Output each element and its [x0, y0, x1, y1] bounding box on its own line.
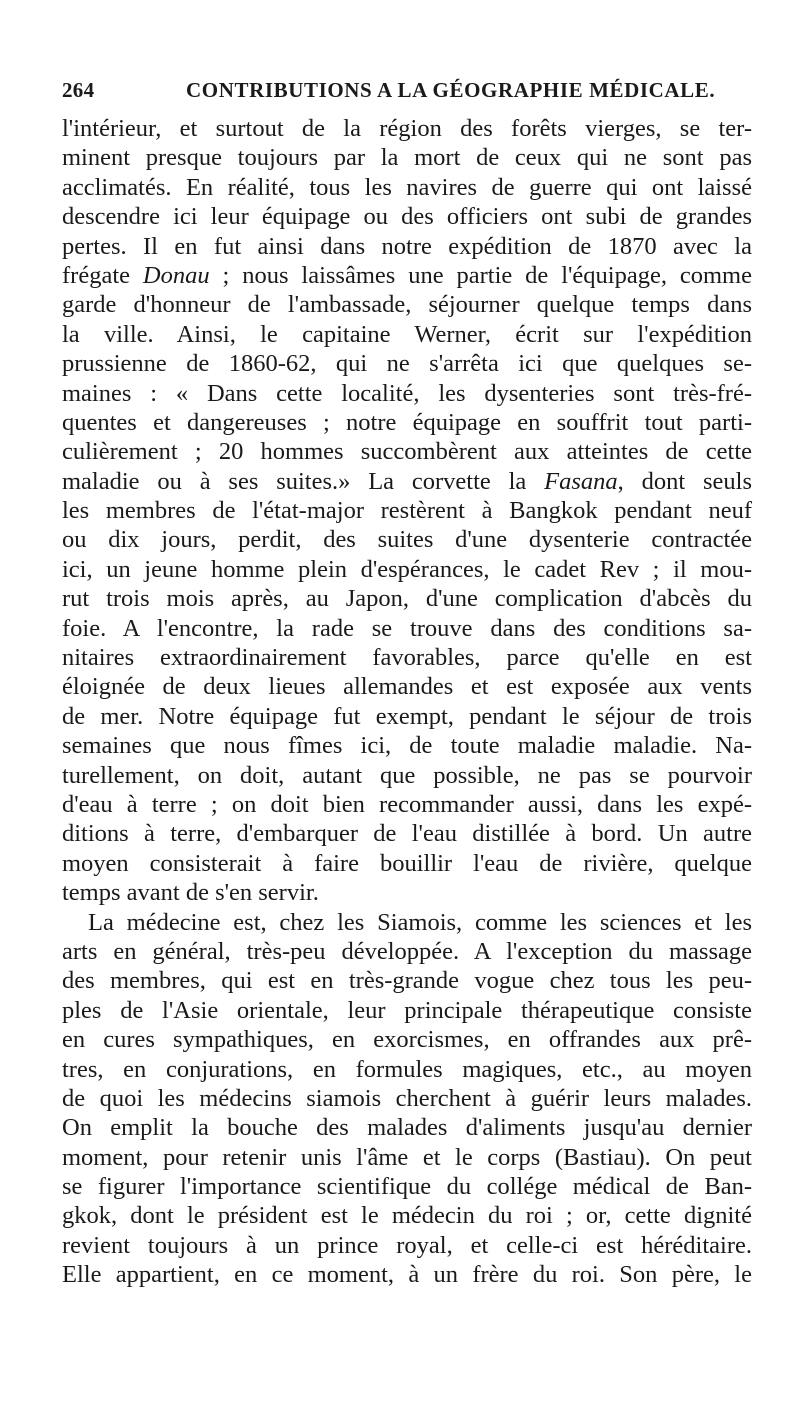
text-line: revient toujours à un prince royal, et celle-ci est héréditaire. [62, 1231, 752, 1259]
page-header [62, 78, 752, 108]
paragraph-start-line: La médecine est, chez les Siamois, comme les sciences et les [88, 908, 752, 936]
text-line: garde d'honneur de l'ambassade, séjourner quelque temps dans [62, 291, 752, 319]
text-line: Elle appartient, en ce moment, à un frère du roi. Son père, le [62, 1261, 752, 1289]
text-line: On emplit la bouche des malades d'aliments jusqu'au dernier [62, 1114, 752, 1142]
text-line: minent presque toujours par la mort de ceux qui ne sont pas [62, 144, 752, 172]
text-line: la ville. Ainsi, le capitaine Werner, écrit sur l'expédition [62, 320, 752, 348]
text-line: frégate Donau ; nous laissâmes une partie de l'équipage, comme [62, 261, 752, 289]
text-line: arts en général, très-peu développée. A l'exception du massage [62, 937, 752, 965]
text-line: culièrement ; 20 hommes succombèrent aux atteintes de cette [62, 438, 752, 466]
text-line: moyen consisterait à faire bouillir l'eau de rivière, quelque [62, 849, 752, 877]
text-line: quentes et dangereuses ; notre équipage en souffrit tout parti- [62, 408, 752, 436]
text-line: maladie ou à ses suites.» La corvette la Fasana, dont seuls [62, 467, 752, 495]
text-line: prussienne de 1860-62, qui ne s'arrêta ici que quelques se- [62, 350, 752, 378]
text-line: l'intérieur, et surtout de la région des forêts vierges, se ter- [62, 115, 752, 142]
text-line: tres, en conjurations, en formules magiques, etc., au moyen [62, 1055, 752, 1083]
text-line: éloignée de deux lieues allemandes et est exposée aux vents [62, 673, 752, 701]
running-title: CONTRIBUTIONS A LA GÉOGRAPHIE MÉDICALE. [186, 78, 716, 102]
text-line: de mer. Notre équipage fut exempt, pendant le séjour de trois [62, 702, 752, 730]
text-line: nitaires extraordinairement favorables, parce qu'elle en est [62, 644, 752, 672]
body-text [62, 114, 752, 1290]
paragraph-end-line: temps avant de s'en servir. [62, 879, 319, 907]
text-line: d'eau à terre ; on doit bien recommander aussi, dans les expé- [62, 790, 752, 818]
text-line: acclimatés. En réalité, tous les navires de guerre qui ont laissé [62, 173, 752, 201]
ship-name: Fasana [544, 467, 618, 495]
page-number: 264 [62, 78, 95, 102]
text-line: de quoi les médecins siamois cherchent à guérir leurs malades. [62, 1084, 752, 1112]
ship-name: Donau [142, 261, 210, 289]
text-line: foie. A l'encontre, la rade se trouve dans des conditions sa- [62, 614, 752, 642]
text-line: turellement, on doit, autant que possible, ne pas se pourvoir [62, 761, 752, 789]
text-line: ditions à terre, d'embarquer de l'eau distillée à bord. Un autre [62, 820, 752, 848]
text-line: pertes. Il en fut ainsi dans notre expédition de 1870 avec la [62, 232, 752, 260]
text-line: gkok, dont le président est le médecin du roi ; or, cette dignité [62, 1202, 752, 1230]
text-line: maines : « Dans cette localité, les dysenteries sont très-fré- [62, 379, 752, 407]
text-line: ici, un jeune homme plein d'espérances, le cadet Rev ; il mou- [62, 555, 752, 583]
text-line: rut trois mois après, au Japon, d'une complication d'abcès du [62, 585, 752, 613]
text-line: descendre ici leur équipage ou des officiers ont subi de grandes [62, 203, 752, 231]
text-line: des membres, qui est en très-grande vogue chez tous les peu- [62, 967, 752, 995]
text-line: semaines que nous fîmes ici, de toute maladie maladie. Na- [62, 732, 752, 760]
text-line: moment, pour retenir unis l'âme et le corps (Bastiau). On peut [62, 1143, 752, 1171]
text-line: ou dix jours, perdit, des suites d'une dysenterie contractée [62, 526, 752, 554]
text-line: se figurer l'importance scientifique du collége médical de Ban- [62, 1173, 752, 1201]
text-line: en cures sympathiques, en exorcismes, en offrandes aux prê- [62, 1026, 752, 1054]
text-line: les membres de l'état-major restèrent à Bangkok pendant neuf [62, 497, 752, 525]
text-line: ples de l'Asie orientale, leur principale thérapeutique consiste [62, 996, 752, 1024]
